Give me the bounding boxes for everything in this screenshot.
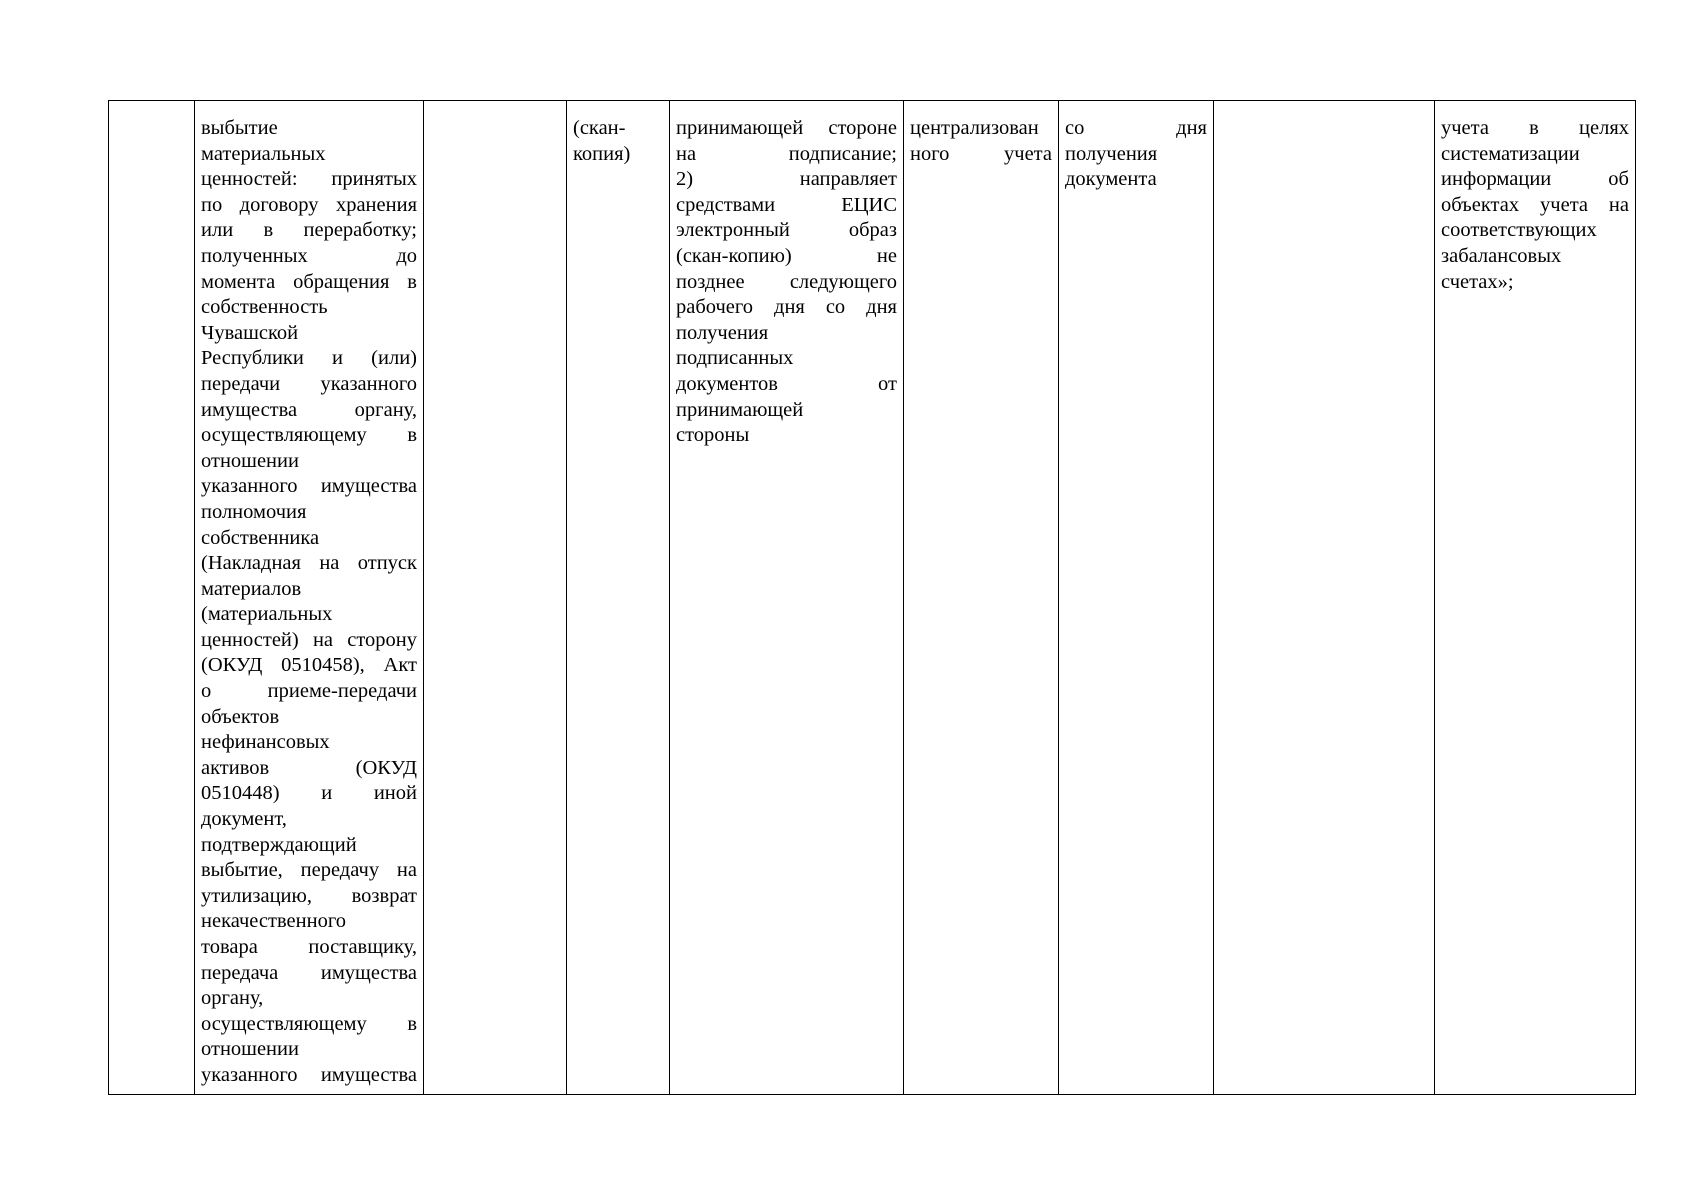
cell-line: со дня <box>1065 117 1207 139</box>
cell-line: счетах»; <box>1441 270 1514 293</box>
cell-text <box>573 116 663 167</box>
cell-line: утилизацию, возврат <box>201 884 417 907</box>
cell-line: Чувашской <box>201 321 299 344</box>
cell-line: получения <box>676 321 769 344</box>
table-cell-procedure <box>670 101 904 1095</box>
cell-line: средствами ЕЦИС <box>676 193 897 216</box>
cell-line: осуществляющему в <box>201 424 417 447</box>
cell-line: отношении <box>201 1038 299 1061</box>
cell-line: подтверждающий <box>201 833 357 856</box>
cell-line: товара поставщику, <box>201 936 417 958</box>
cell-line: ного учета <box>910 142 1052 165</box>
table-cell-empty-3 <box>424 101 567 1095</box>
cell-line: Республики и (или) <box>201 347 417 370</box>
table-cell-purpose <box>1435 101 1636 1095</box>
cell-line: полученных до <box>201 244 417 267</box>
cell-line: учета в целях <box>1441 117 1629 139</box>
cell-line: или в переработку; <box>201 219 417 242</box>
cell-text <box>201 116 417 1089</box>
cell-line: (материальных <box>201 603 333 626</box>
cell-line: указанного имущества <box>201 1063 417 1086</box>
cell-line: информации об <box>1441 168 1629 191</box>
cell-line: собственность <box>201 296 328 319</box>
cell-text <box>1065 116 1207 193</box>
cell-line: ценностей: принятых <box>201 168 417 191</box>
cell-line: соответствующих <box>1441 219 1597 242</box>
cell-line: систематизации <box>1441 142 1580 165</box>
cell-line: централизован <box>910 117 1039 139</box>
cell-line: (скан- <box>573 117 626 139</box>
cell-line: по договору хранения <box>201 193 417 216</box>
cell-line: полномочия <box>201 500 307 523</box>
cell-line: 2) направляет <box>676 168 897 191</box>
cell-line: нефинансовых <box>201 731 330 754</box>
table-cell-deadline <box>1059 101 1214 1095</box>
cell-line: принимающей <box>676 398 804 421</box>
cell-line: объектах учета на <box>1441 193 1629 216</box>
table-cell-number <box>109 101 195 1095</box>
cell-line: документов от <box>676 372 897 395</box>
cell-line: органу, <box>201 987 264 1010</box>
cell-line: позднее следующего <box>676 270 897 293</box>
table-row <box>109 101 1636 1095</box>
cell-line: (ОКУД 0510458), Акт <box>201 654 417 677</box>
cell-line: ценностей) на сторону <box>201 628 417 651</box>
cell-line: выбытие, передачу на <box>201 859 417 882</box>
cell-line: указанного имущества <box>201 475 417 498</box>
cell-text <box>910 116 1052 167</box>
cell-line: подписанных <box>676 347 794 370</box>
cell-line: имущества органу, <box>201 398 417 421</box>
cell-line: 0510448) и иной <box>201 782 417 805</box>
cell-line: на подписание; <box>676 142 897 165</box>
cell-line: рабочего дня со дня <box>676 296 897 319</box>
table-cell-empty-8 <box>1214 101 1435 1095</box>
cell-line: (скан-копию) не <box>676 244 897 267</box>
cell-line: получения <box>1065 142 1158 165</box>
cell-line: некачественного <box>201 910 346 933</box>
cell-line: объектов <box>201 705 280 728</box>
cell-text <box>1441 116 1629 295</box>
cell-line: материалов <box>201 577 302 600</box>
cell-line: материальных <box>201 142 326 165</box>
table-cell-responsible <box>904 101 1059 1095</box>
cell-text <box>676 116 897 449</box>
cell-line: активов (ОКУД <box>201 756 417 779</box>
cell-line: документ, <box>201 808 287 831</box>
cell-line: момента обращения в <box>201 270 417 293</box>
cell-line: принимающей стороне <box>676 117 897 139</box>
cell-line: о приеме-передачи <box>201 680 417 703</box>
cell-line: отношении <box>201 449 299 472</box>
cell-line: (Накладная на отпуск <box>201 552 417 575</box>
document-table <box>108 100 1636 1095</box>
cell-line: документа <box>1065 168 1157 191</box>
cell-line: передача имущества <box>201 961 417 984</box>
cell-line: выбытие <box>201 117 278 139</box>
table-cell-format <box>567 101 670 1095</box>
cell-line: электронный образ <box>676 219 897 242</box>
cell-line: копия) <box>573 142 631 165</box>
cell-line: забалансовых <box>1441 244 1562 267</box>
cell-line: стороны <box>676 424 750 447</box>
cell-line: передачи указанного <box>201 372 417 395</box>
table-cell-document-description <box>195 101 424 1095</box>
cell-line: осуществляющему в <box>201 1012 417 1035</box>
cell-line: собственника <box>201 526 320 549</box>
